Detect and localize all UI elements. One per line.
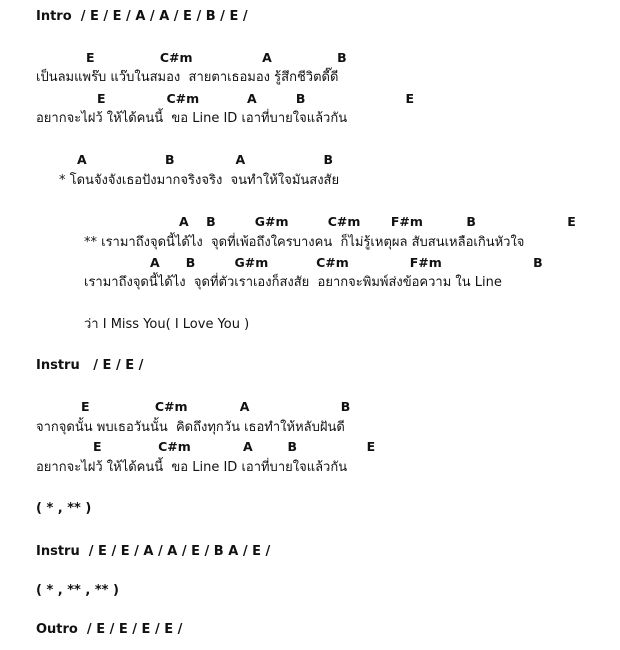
repeat-line-2: ( * , ** , ** ) <box>36 583 119 598</box>
instru-line-1: Instru / E / E / <box>36 358 144 373</box>
outro-line: Outro / E / E / E / E / <box>36 622 183 637</box>
chorus-chords-2: A B G#m C#m F#m B <box>150 255 543 270</box>
verse1-lyric-1: เป็นลมแพร๊บ แว๊บในสมอง สายตาเธอมอง รู้สึกชีวิตดี๊ดี <box>36 70 339 85</box>
verse2-lyric-1: จากจุดนั้น พบเธอวันนั้น คิดถึงทุกวัน เธอทำให้หลับฝันดี <box>36 420 345 435</box>
chorus-lyric-3: ว่า I Miss You( I Love You ) <box>84 317 250 332</box>
prechorus-lyric: * โดนจังจังเธอปังมากจริงจริง จนทำให้ใจมันสงสัย <box>59 173 340 188</box>
verse2-chords-1: E C#m A B <box>81 399 351 414</box>
prechorus-chords: A B A B <box>77 152 333 167</box>
repeat-line-1: ( * , ** ) <box>36 501 92 516</box>
verse2-lyric-2: อยากจะไฝว้ ให้ได้คนนี้ ขอ Line ID เอาที่บายใจแล้วกัน <box>36 460 348 475</box>
chorus-lyric-2: เรามาถึงจุดนี้ได้ไง จุดที่ตัวเราเองก็สงสัย อยากจะพิมพ์ส่งข้อความ ใน Line <box>84 275 502 290</box>
chorus-lyric-1: ** เรามาถึงจุดนี้ได้ไง จุดที่เพ้อถึงใครบางคน ก็ไม่รู้เหตุผล สับสนเหลือเกินหัวใจ <box>84 235 525 250</box>
intro-line: Intro / E / E / A / A / E / B / E / <box>36 9 248 24</box>
chorus-chords-1: A B G#m C#m F#m B E <box>179 214 576 229</box>
verse1-chords-1: E C#m A B <box>86 50 347 65</box>
verse1-lyric-2: อยากจะไฝว้ ให้ได้คนนี้ ขอ Line ID เอาที่บายใจแล้วกัน <box>36 111 348 126</box>
verse2-chords-2: E C#m A B E <box>93 439 376 454</box>
verse1-chords-2: E C#m A B E <box>97 91 415 106</box>
instru-line-2: Instru / E / E / A / A / E / B A / E / <box>36 544 271 559</box>
